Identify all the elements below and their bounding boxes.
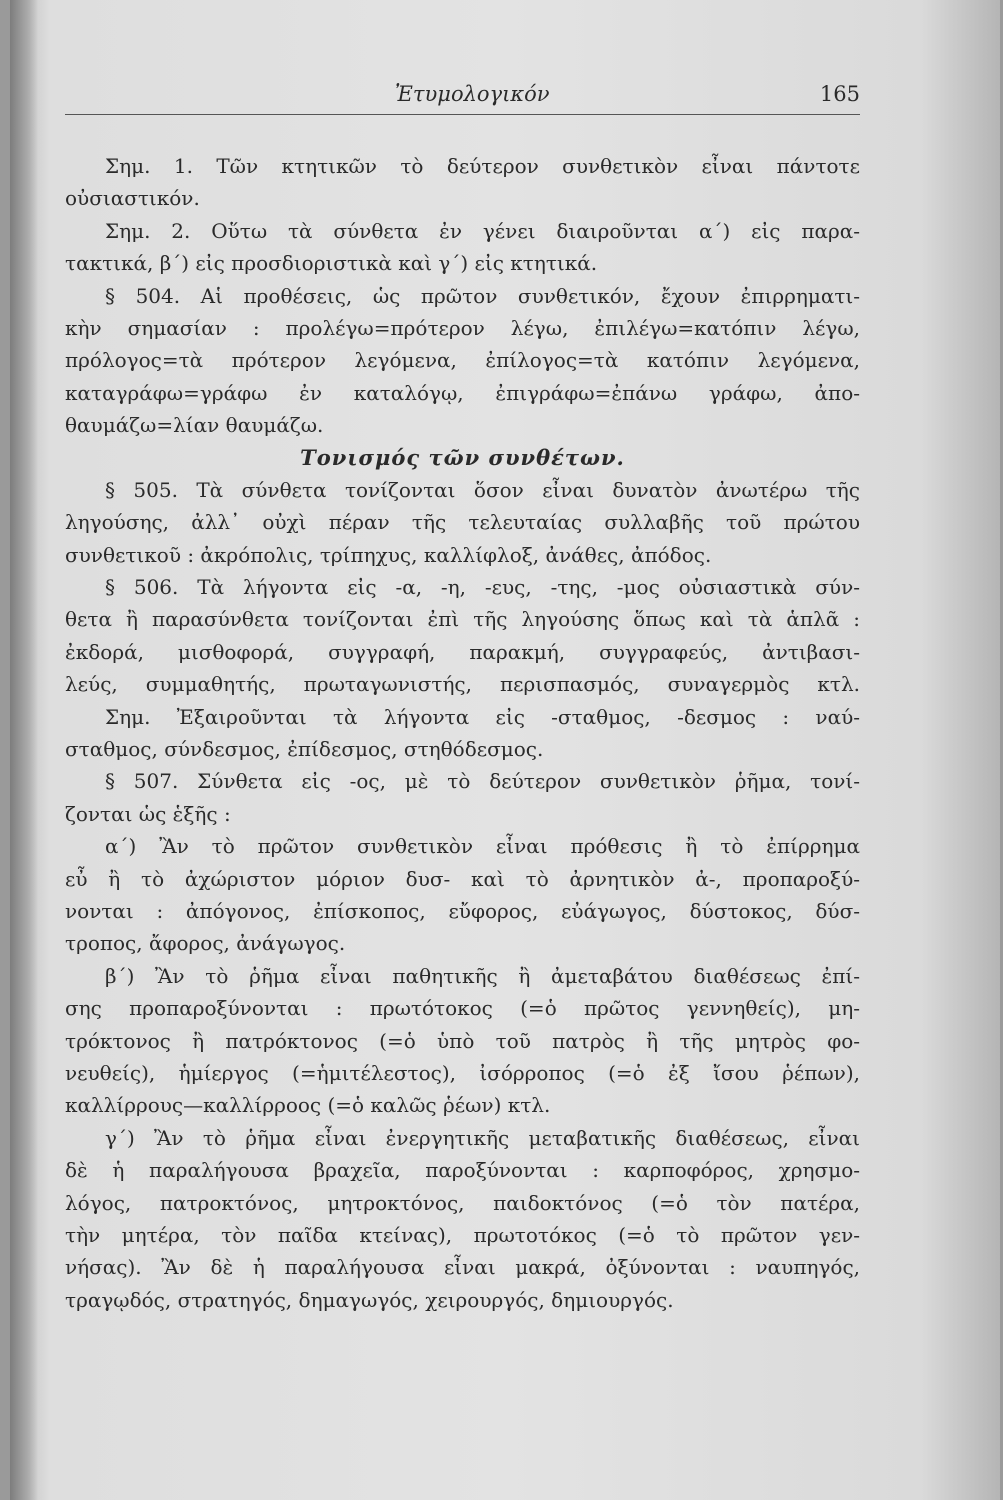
text-line: οὐσιαστικόν.	[65, 186, 200, 211]
text-line: σταθμος, σύνδεσμος, ἐπίδεσμος, στηθόδεσμος.	[65, 737, 544, 762]
text-line: δὲ ἡ παραλήγουσα βραχεῖα, παροξύνονται : καρποφόρος, χρησμο-	[65, 1158, 860, 1183]
page-number: 165	[819, 82, 860, 106]
text-line: § 505. Τὰ σύνθετα τονίζονται ὅσον εἶναι δυνατὸν ἀνωτέρω τῆς	[105, 477, 860, 502]
text-line: συνθετικοῦ : ἀκρόπολις, τρίπηχυς, καλλίφλοξ, ἀνάθες, ἀπόδος.	[65, 542, 712, 567]
running-head: Ἐτυμολογικόν	[395, 82, 550, 106]
text-line: εὖ ἢ τὸ ἀχώριστον μόριον δυσ- καὶ τὸ ἀρνητικὸν ἀ-, προπαροξύ-	[65, 866, 860, 891]
text-line: τραγῳδός, στρατηγός, δημαγωγός, χειρουργός, δημιουργός.	[65, 1287, 674, 1312]
text-line: Σημ. 1. Τῶν κτητικῶν τὸ δεύτερον συνθετικὸν εἶναι πάντοτε	[105, 154, 860, 178]
text-line: τακτικά, β΄) εἰς προσδιοριστικὰ καὶ γ΄) εἰς κτητικά.	[65, 251, 598, 276]
text-line: νευθείς), ἡμίεργος (=ἡμιτέλεστος), ἰσόρροπος (=ὁ ἐξ ἴσου ῥέπων),	[65, 1060, 860, 1085]
text-line: πρόλογος=τὰ πρότερον λεγόμενα, ἐπίλογος=τὰ κατόπιν λεγόμενα,	[65, 348, 860, 373]
text-line: Σημ. Ἐξαιροῦνται τὰ λήγοντα εἰς -σταθμος, -δεσμος : ναύ-	[105, 704, 860, 729]
book-page	[10, 0, 1000, 1500]
text-line: § 507. Σύνθετα εἰς -ος, μὲ τὸ δεύτερον συνθετικὸν ῥῆμα, τονί-	[105, 769, 860, 794]
text-line: νήσας). Ἂν δὲ ἡ παραλήγουσα εἶναι μακρά, ὀξύνονται : ναυπηγός,	[65, 1255, 860, 1280]
text-line: λεύς, συμμαθητής, πρωταγωνιστής, περισπασμός, συναγερμὸς κτλ.	[65, 672, 860, 697]
text-line: θαυμάζω=λίαν θαυμάζω.	[65, 413, 324, 438]
page-header	[65, 76, 860, 116]
text-line: κὴν σημασίαν : προλέγω=πρότερον λέγω, ἐπιλέγω=κατόπιν λέγω,	[65, 315, 860, 340]
page-body	[65, 150, 860, 1316]
text-line: λόγος, πατροκτόνος, μητροκτόνος, παιδοκτόνος (=ὁ τὸν πατέρα,	[65, 1190, 860, 1215]
text-line: § 504. Αἱ προθέσεις, ὡς πρῶτον συνθετικόν, ἔχουν ἐπιρρηματι-	[105, 283, 860, 308]
text-line: σης προπαροξύνονται : πρωτότοκος (=ὁ πρῶτος γεννηθείς), μη-	[65, 996, 860, 1021]
text-line: καταγράφω=γράφω ἐν καταλόγῳ, ἐπιγράφω=ἐπάνω γράφω, ἀπο-	[65, 380, 860, 405]
text-line: τρόκτονος ἢ πατρόκτονος (=ὁ ὑπὸ τοῦ πατρὸς ἢ τῆς μητρὸς φο-	[65, 1028, 860, 1053]
text-line: θετα ἢ παρασύνθετα τονίζονται ἐπὶ τῆς ληγούσης ὅπως καὶ τὰ ἁπλᾶ :	[65, 607, 860, 632]
page-spine-shadow	[10, 0, 38, 1500]
text-line: § 506. Τὰ λήγοντα εἰς -α, -η, -ευς, -της, -μος οὐσιαστικὰ σύν-	[105, 575, 860, 600]
text-line: νονται : ἀπόγονος, ἐπίσκοπος, εὔφορος, εὐάγωγος, δύστοκος, δύσ-	[65, 898, 860, 923]
text-line: β΄) Ἂν τὸ ῥῆμα εἶναι παθητικῆς ἢ ἀμεταβάτου διαθέσεως ἐπί-	[105, 963, 860, 988]
text-line: ζονται ὡς ἑξῆς :	[65, 801, 231, 826]
section-heading: Τονισμός τῶν συνθέτων.	[300, 444, 625, 470]
text-line: Σημ. 2. Οὕτω τὰ σύνθετα ἐν γένει διαιροῦνται α΄) εἰς παρα-	[105, 218, 860, 243]
text-line: καλλίρρους—καλλίρροος (=ὁ καλῶς ῥέων) κτλ.	[65, 1093, 551, 1118]
header-rule	[65, 114, 860, 115]
text-line: ἐκδορά, μισθοφορά, συγγραφή, παρακμή, συγγραφεύς, ἀντιβασι-	[65, 639, 860, 664]
text-line: ληγούσης, ἀλλ᾽ οὐχὶ πέραν τῆς τελευταίας συλλαβῆς τοῦ πρώτου	[65, 510, 860, 535]
text-line: τὴν μητέρα, τὸν παῖδα κτείνας), πρωτοτόκος (=ὁ τὸ πρῶτον γεν-	[65, 1222, 860, 1247]
text-line: γ΄) Ἂν τὸ ῥῆμα εἶναι ἐνεργητικῆς μεταβατικῆς διαθέσεως, εἶναι	[105, 1125, 860, 1150]
text-line: τροπος, ἄφορος, ἀνάγωγος.	[65, 931, 346, 956]
text-line: α΄) Ἂν τὸ πρῶτον συνθετικὸν εἶναι πρόθεσις ἢ τὸ ἐπίρρημα	[105, 834, 860, 859]
